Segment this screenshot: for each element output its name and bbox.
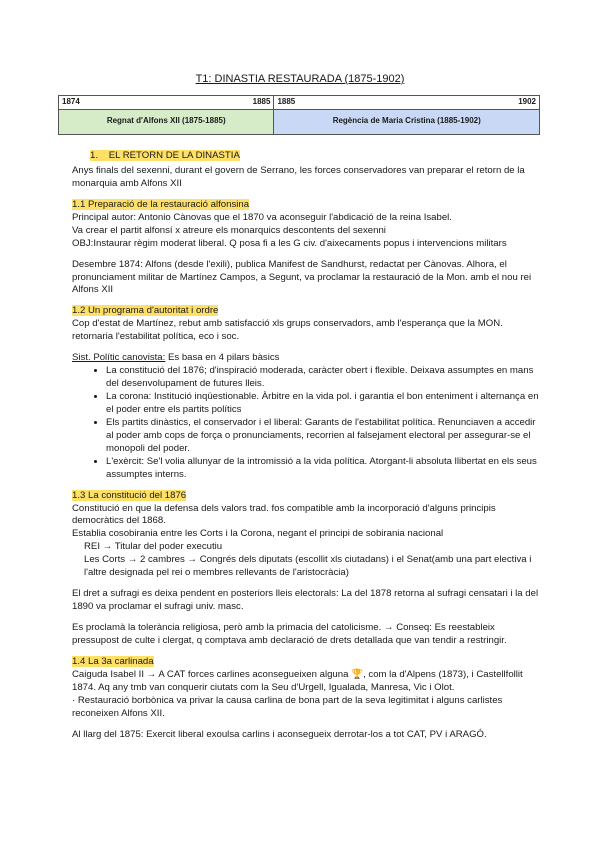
year-1885-end: 1885 xyxy=(252,97,271,106)
list-item: • Els partits dinàstics, el conservador i el liberal: Garants de l'estabilitat política. Renunciaven a accedir al poder amb cops de força o pronunciaments, recorrien al falsejament electoral per assegurar-se el monopoli del poder. xyxy=(106,417,542,456)
section-1-2 xyxy=(72,305,542,344)
section-1-3-corts: Les Corts → 2 cambres → Congrés dels diputats (escollit xls ciutadans) i el Senat(amb una part electiva i l'altre designada pel rei o membres rellevants de l'aristocràcia) xyxy=(84,554,532,579)
section-1-number: 1. xyxy=(90,150,99,161)
section-1-title: EL RETORN DE LA DINASTIA xyxy=(108,150,240,161)
carlinada-text-b: , com la d'Alpens (1873), i Castellfollit 1874. Aq any tmb van conquerir ciutats com la Seu d'Urgell, Igualada, Manresa, Vic i Olot. xyxy=(72,668,523,693)
section-1-4 xyxy=(72,656,542,721)
year-1902: 1902 xyxy=(518,97,536,106)
timeline-table xyxy=(58,95,540,135)
section-1-1-line-2: Va crear el partit alfonsí x atreure els monarquics descontents del sexenni xyxy=(72,224,386,236)
religion-block xyxy=(72,622,542,648)
list-item: • La constitució del 1876; d'inspiració moderada, caràcter obert i flexible. Deixava assumptes en mans del desenvolupament de futures lleis. xyxy=(106,365,542,391)
year-1885-start: 1885 xyxy=(277,97,296,106)
regency-maria-cristina: Regència de Maria Cristina (1885-1902) xyxy=(274,109,540,134)
canovista-label: Sist. Polític canovista: xyxy=(72,352,166,364)
section-1-2-title: 1.2 Un programa d'autoritat i ordre xyxy=(72,305,219,317)
section-1-4-paragraph-2: · Restauració borbònica va privar la causa carlina de bona part de la seva legitimitat i alguns carlistes reconeixen Alfons XII. xyxy=(72,694,503,719)
carlinada-text-a: Caiguda Isabel II → A CAT forces carlines aconsegueixen alguna xyxy=(72,668,349,680)
section-1-1-paragraph: Desembre 1874: Alfons (desde l'exili), publica Manifest de Sandhurst, redactat per Cànovas. Alhora, el pronunciament militar de Martínez Campos, a Segunt, va proclamar la restauració de la Mon. amb el nou rei Alfons XII xyxy=(72,258,532,296)
section-1-1-line-3: OBJ:Instaurar règim moderat liberal. Q posa fi a les G civ. d'aixecaments popus i intervencions militars xyxy=(72,237,507,249)
section-1-3-paragraph-1: Constitució en que la defensa dels valors trad. fos compatible amb la incorporació d'alguns principis democràtics del 1868. xyxy=(72,502,496,527)
section-1-3 xyxy=(72,490,542,581)
document-body xyxy=(72,150,542,750)
reign-alfons-xii: Regnat d'Alfons XII (1875-1885) xyxy=(59,109,274,134)
suffrage-paragraph: El dret a sufragi es deixa pendent en posteriors lleis electorals: La del 1878 retorna al sufragi censatari i la del 1890 va proclamar el sufragi univ. masc. xyxy=(72,588,539,613)
section-1 xyxy=(72,150,542,191)
timeline-years-left xyxy=(59,96,274,110)
section-1-heading xyxy=(90,150,542,163)
section-1-paragraph: Anys finals del sexenni, durant el govern de Serrano, les forces conservadores van preparar el retorn de la monarquia amb Alfons XII xyxy=(72,164,525,189)
timeline-years-right xyxy=(274,96,540,110)
section-1-4-paragraph-1 xyxy=(72,669,542,695)
section-1-1-line-1: Principal autor: Antonio Cànovas que el 1870 va aconseguir l'abdicació de la reina Isabel. xyxy=(72,211,452,223)
section-1-1 xyxy=(72,199,542,251)
final-paragraph: Al llarg del 1875: Exercit liberal exoulsa carlins i aconsegueix derrotar-los a tot CAT, PV i ARAGÓ. xyxy=(72,728,487,740)
trophy-icon: 🏆 xyxy=(351,668,364,680)
list-item: • L'exèrcit: Se'l volia allunyar de la intromissió a la vida política. Atorgant-li absoluta llibertat en els seus assumptes interns. xyxy=(106,456,542,482)
suffrage-block xyxy=(72,588,542,614)
year-1874: 1874 xyxy=(62,97,80,106)
canovista-text: Es basa en 4 pilars bàsics xyxy=(165,352,280,364)
canovista-intro xyxy=(72,352,542,365)
section-1-3-paragraph-2: Establia cosobirania entre les Corts i la Corona, negant el principi de sobirania nacional xyxy=(72,528,444,540)
religion-paragraph: Es proclamà la tolerància religiosa, però amb la primacia del catolicisme. → Conseq: Es reestableix pressupost de culte i clergat, q comptava amb declaració de drets detallada que van tendir a restringir. xyxy=(72,622,507,646)
section-1-1-title: 1.1 Preparació de la restauració alfonsina xyxy=(72,198,250,210)
section-1-1-paragraph-block xyxy=(72,259,542,298)
list-item: • La corona: Institució inqüestionable. Àrbitre en la vida pol. i garantia el bon enteniment i alternança en el poder entre els partits polítics xyxy=(106,391,542,417)
section-1-2-paragraph: Cop d'estat de Martínez, rebut amb satisfacció xls grups conservadors, amb l'esperança que la MON. retornaria l'estabilitat política, eco i soc. xyxy=(72,318,503,343)
section-1-3-title: 1.3 La constitució del 1876 xyxy=(72,489,187,501)
final-block xyxy=(72,729,542,742)
pillars-list xyxy=(72,365,542,481)
canovista-system xyxy=(72,352,542,481)
section-1-3-rei: REI → Titular del poder executiu xyxy=(84,541,223,553)
section-1-4-title: 1.4 La 3a carlinada xyxy=(72,655,154,667)
page-title: T1: DINASTIA RESTAURADA (1875-1902) xyxy=(195,73,405,85)
